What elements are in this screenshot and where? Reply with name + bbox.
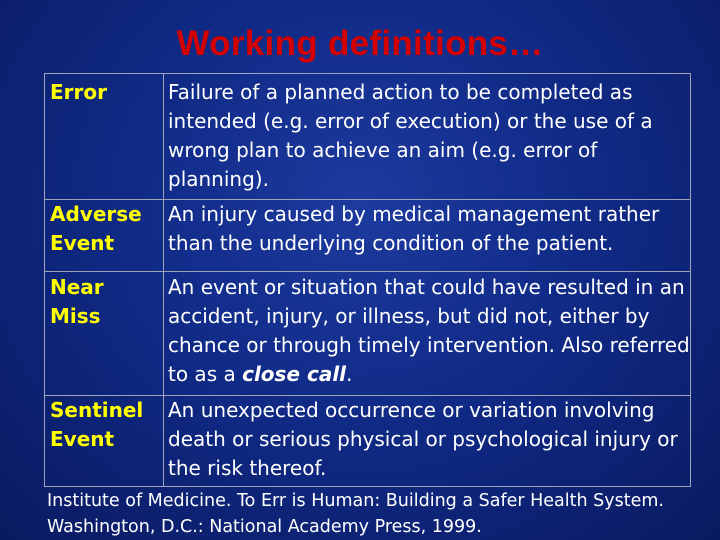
citation xyxy=(47,488,712,540)
definitions-table xyxy=(44,73,691,487)
definition-row-adverse-event xyxy=(45,200,691,272)
term-label: Miss xyxy=(50,304,101,328)
definition-emphasis: close call xyxy=(242,362,347,386)
definition-text: An event or situation that could have resulted in an accident, injury, or illness, but did not, either by chance or through timely intervention. Also referred to as a xyxy=(168,275,690,386)
definition-cell: Failure of a planned action to be completed as intended (e.g. error of execution) or the use of a wrong plan to achieve an aim (e.g. error of planning). xyxy=(164,74,691,200)
term-cell xyxy=(45,74,164,200)
term-label: Near xyxy=(50,275,104,299)
term-label: Error xyxy=(50,80,107,104)
definition-row-sentinel-event xyxy=(45,396,691,487)
definition-row-error xyxy=(45,74,691,200)
citation-line: Institute of Medicine. To Err is Human: Building a Safer Health System. xyxy=(47,491,664,511)
term-cell xyxy=(45,272,164,396)
term-label: Event xyxy=(50,231,115,255)
definition-end: . xyxy=(346,362,353,386)
definition-cell: An injury caused by medical management rather than the underlying condition of the patient. xyxy=(164,200,691,272)
term-label: Sentinel xyxy=(50,398,144,422)
term-label: Event xyxy=(50,427,115,451)
citation-line: Washington, D.C.: National Academy Press, 1999. xyxy=(47,517,482,537)
term-cell xyxy=(45,396,164,487)
definition-cell xyxy=(164,272,691,396)
slide-title: Working definitions… xyxy=(176,24,544,63)
definition-row-near-miss xyxy=(45,272,691,396)
term-label: Adverse xyxy=(50,202,142,226)
term-cell xyxy=(45,200,164,272)
definition-cell: An unexpected occurrence or variation involving death or serious physical or psychological injury or the risk thereof. xyxy=(164,396,691,487)
